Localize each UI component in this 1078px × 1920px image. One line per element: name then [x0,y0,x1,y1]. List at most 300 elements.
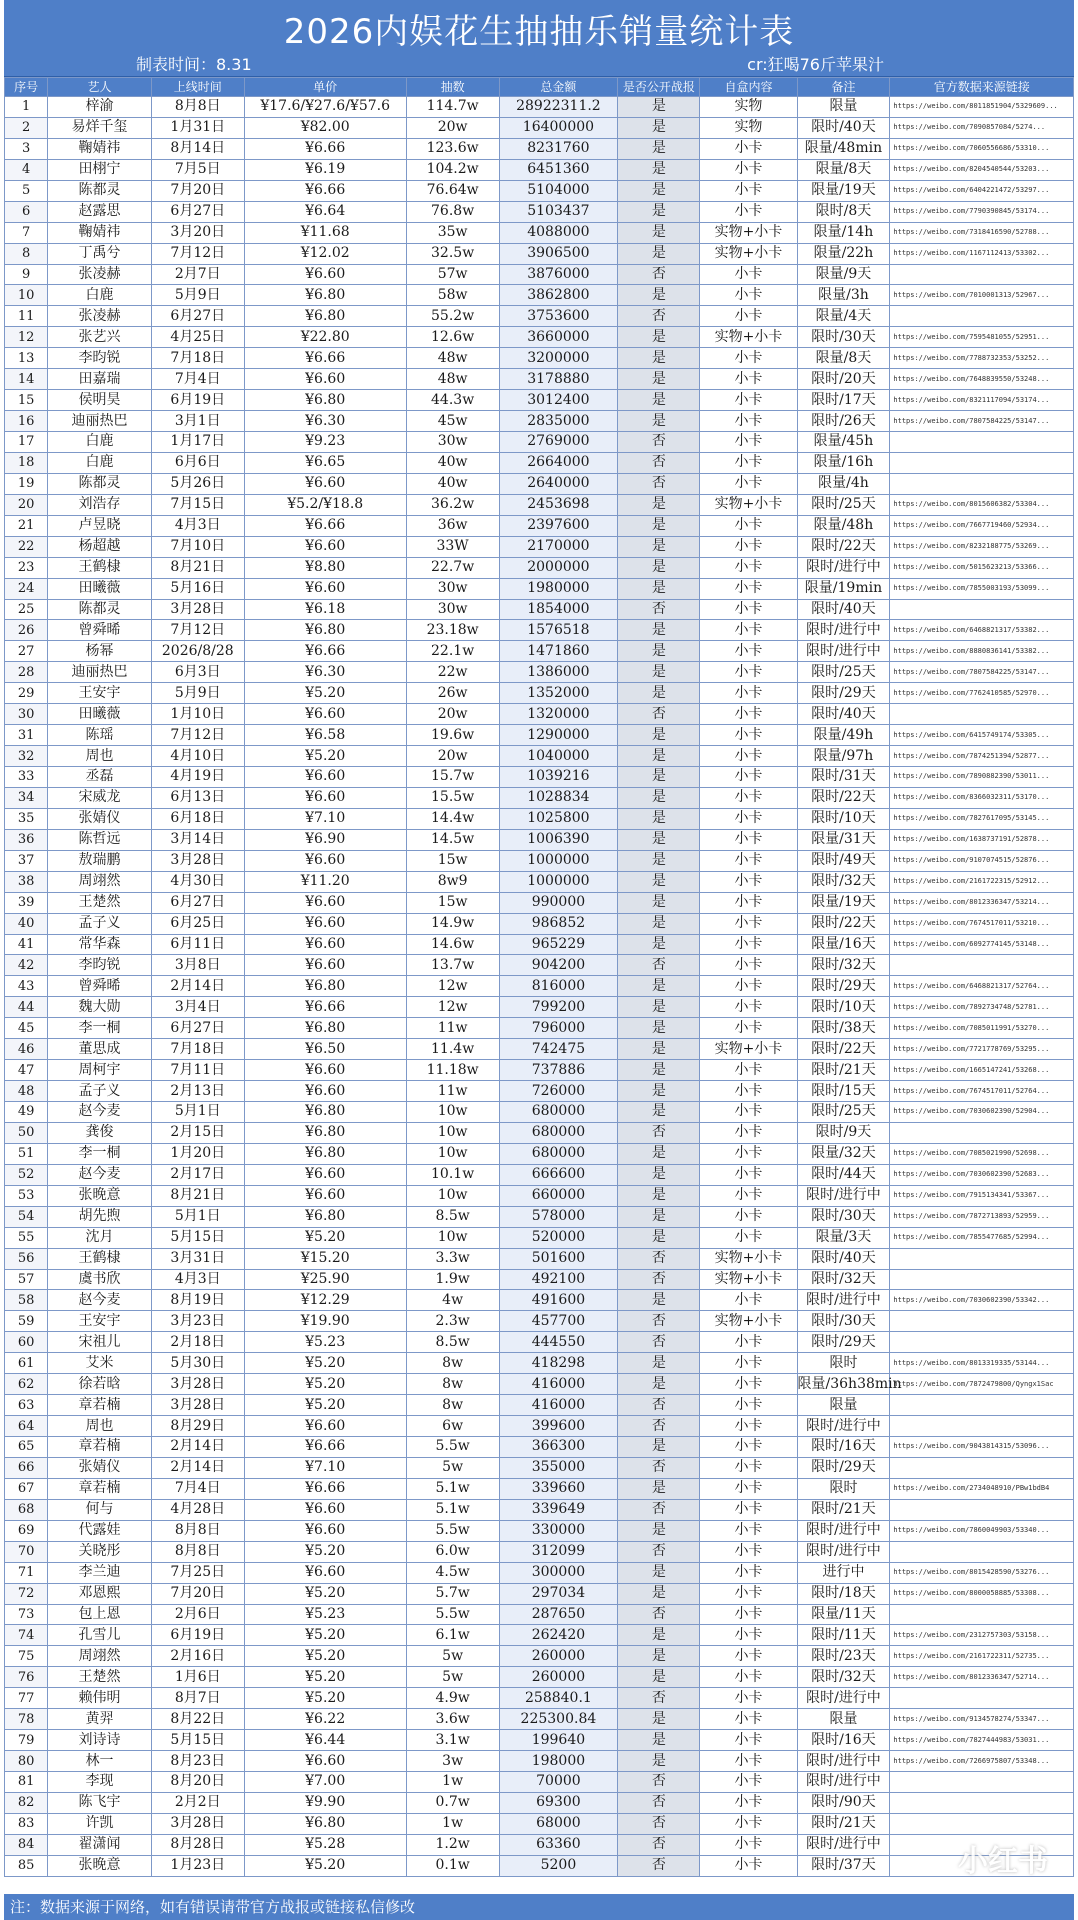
draw-count: 6w [406,1416,499,1437]
remarks: 限时/40天 [797,599,890,620]
source-link[interactable]: https://weibo.com/8013319335/53144... [890,1353,1074,1374]
source-link[interactable] [890,473,1074,494]
total-amount: 726000 [499,1081,618,1102]
source-link[interactable]: https://weibo.com/8204540544/53203... [890,159,1074,180]
source-link[interactable]: https://weibo.com/7090857084/5274... [890,117,1074,138]
source-link[interactable]: https://weibo.com/9107074515/52876... [890,850,1074,871]
table-row [5,913,1074,934]
table-row [5,1102,1074,1123]
table-row [5,1730,1074,1751]
public-report: 是 [618,243,700,264]
source-link[interactable]: https://weibo.com/8012336347/52714... [890,1667,1074,1688]
unit-price: ¥6.60 [244,1520,406,1541]
launch-date: 6月25日 [151,913,244,934]
box-content: 实物+小卡 [700,327,797,348]
source-link[interactable]: https://weibo.com/6468821317/53382... [890,620,1074,641]
row-number: 21 [5,515,48,536]
public-report: 是 [618,1102,700,1123]
unit-price: ¥6.60 [244,1499,406,1520]
source-link[interactable]: https://weibo.com/2312757303/53158... [890,1625,1074,1646]
launch-date: 8月14日 [151,138,244,159]
artist-name: 王楚然 [48,1667,152,1688]
remarks: 限时/进行中 [797,641,890,662]
artist-name: 赵露思 [48,201,152,222]
artist-name: 陈都灵 [48,473,152,494]
unit-price: ¥5.20 [244,746,406,767]
source-link[interactable]: https://weibo.com/8366032311/53170... [890,787,1074,808]
source-link[interactable]: https://weibo.com/8012336347/53214... [890,892,1074,913]
remarks: 限时/进行中 [797,1751,890,1772]
unit-price: ¥6.66 [244,997,406,1018]
table-row [5,1751,1074,1772]
total-amount: 297034 [499,1583,618,1604]
source-link[interactable]: https://weibo.com/1665147241/53268... [890,1060,1074,1081]
artist-name: 邓恩熙 [48,1583,152,1604]
artist-name: 梓渝 [48,97,152,118]
unit-price: ¥6.60 [244,536,406,557]
table-row [5,808,1074,829]
source-link[interactable]: https://weibo.com/6092774145/53148... [890,934,1074,955]
box-content: 小卡 [700,808,797,829]
public-report: 否 [618,473,700,494]
source-link[interactable] [890,1772,1074,1793]
box-content: 小卡 [700,1604,797,1625]
draw-count: 3.1w [406,1730,499,1751]
source-link[interactable]: https://weibo.com/7788732353/53252... [890,348,1074,369]
launch-date: 8月22日 [151,1709,244,1730]
public-report: 否 [618,452,700,473]
unit-price: ¥6.60 [244,1185,406,1206]
source-link[interactable] [890,1688,1074,1709]
unit-price: ¥6.60 [244,850,406,871]
source-link[interactable]: https://weibo.com/7266975807/53348... [890,1751,1074,1772]
artist-name: 李现 [48,1772,152,1793]
row-number: 49 [5,1102,48,1123]
remarks: 限时/90天 [797,1792,890,1813]
unit-price: ¥12.29 [244,1290,406,1311]
table-row [5,1437,1074,1458]
source-link[interactable]: https://weibo.com/7807584225/53147... [890,411,1074,432]
source-link[interactable]: https://weibo.com/7915134341/53367... [890,1185,1074,1206]
total-amount: 660000 [499,1185,618,1206]
artist-name: 张婧仪 [48,1457,152,1478]
table-row [5,1122,1074,1143]
source-link[interactable]: https://weibo.com/7030602390/52683... [890,1164,1074,1185]
source-link[interactable]: https://weibo.com/9043814315/53096... [890,1437,1074,1458]
table-row [5,138,1074,159]
remarks: 限时/23天 [797,1646,890,1667]
launch-date: 6月11日 [151,934,244,955]
source-link[interactable]: https://weibo.com/7872713893/52959... [890,1206,1074,1227]
source-link[interactable]: https://weibo.com/7827617095/53145... [890,808,1074,829]
draw-count: 36.2w [406,494,499,515]
page-title: 2026内娱花生抽抽乐销量统计表 [283,12,795,52]
source-link[interactable]: https://weibo.com/7595481055/52951... [890,327,1074,348]
source-link[interactable]: https://weibo.com/7030602390/53342... [890,1290,1074,1311]
source-link[interactable]: https://weibo.com/1638737191/52878... [890,829,1074,850]
draw-count: 20w [406,704,499,725]
box-content: 小卡 [700,1164,797,1185]
source-link[interactable]: https://weibo.com/7860049903/53340... [890,1520,1074,1541]
source-link[interactable]: https://weibo.com/7874251394/52877... [890,746,1074,767]
public-report: 是 [618,97,700,118]
artist-name: 王鹤棣 [48,557,152,578]
artist-name: 关晓彤 [48,1541,152,1562]
box-content: 小卡 [700,1541,797,1562]
table-row [5,1541,1074,1562]
launch-date: 6月27日 [151,306,244,327]
source-link[interactable]: https://weibo.com/8000058885/53308... [890,1583,1074,1604]
box-content: 小卡 [700,432,797,453]
source-link[interactable]: https://weibo.com/7674517011/53210... [890,913,1074,934]
source-link[interactable]: https://weibo.com/2161722311/52735... [890,1646,1074,1667]
remarks: 限量/8天 [797,159,890,180]
source-link[interactable]: https://weibo.com/5015623213/53366... [890,557,1074,578]
public-report: 否 [618,1813,700,1834]
source-link[interactable]: https://weibo.com/7674517011/52764... [890,1081,1074,1102]
artist-name: 王鹤棣 [48,1248,152,1269]
row-number: 27 [5,641,48,662]
table-row [5,1478,1074,1499]
artist-name: 虞书欣 [48,1269,152,1290]
box-content: 小卡 [700,1688,797,1709]
source-link[interactable] [890,264,1074,285]
total-amount: 3200000 [499,348,618,369]
launch-date: 3月8日 [151,955,244,976]
remarks: 限时/25天 [797,494,890,515]
total-amount: 366300 [499,1437,618,1458]
artist-name: 李兰迪 [48,1562,152,1583]
launch-date: 8月23日 [151,1751,244,1772]
total-amount: 28922311.2 [499,97,618,118]
total-amount: 1352000 [499,683,618,704]
remarks: 限时/进行中 [797,1185,890,1206]
public-report: 是 [618,808,700,829]
remarks: 限量/45h [797,432,890,453]
source-link[interactable]: https://weibo.com/9134578274/53347... [890,1709,1074,1730]
draw-count: 76.8w [406,201,499,222]
unit-price: ¥6.66 [244,138,406,159]
table-row [5,641,1074,662]
source-link[interactable] [890,1499,1074,1520]
public-report: 否 [618,1122,700,1143]
draw-count: 48w [406,348,499,369]
remarks: 限时/30天 [797,1311,890,1332]
total-amount: 796000 [499,1018,618,1039]
unit-price: ¥6.80 [244,1813,406,1834]
box-content: 小卡 [700,1206,797,1227]
launch-date: 4月19日 [151,767,244,788]
public-report: 否 [618,264,700,285]
col-header-public-report: 是否公开战报 [618,78,700,97]
launch-date: 8月8日 [151,1520,244,1541]
public-report: 是 [618,557,700,578]
public-report: 否 [618,1457,700,1478]
artist-name: 陈瑶 [48,725,152,746]
launch-date: 5月15日 [151,1730,244,1751]
total-amount: 5103437 [499,201,618,222]
source-link[interactable]: https://weibo.com/6404221472/53297... [890,180,1074,201]
public-report: 否 [618,1855,700,1876]
total-amount: 3876000 [499,264,618,285]
source-link[interactable] [890,1813,1074,1834]
total-amount: 2453698 [499,494,618,515]
draw-count: 10w [406,1122,499,1143]
unit-price: ¥6.60 [244,1751,406,1772]
unit-price: ¥19.90 [244,1311,406,1332]
unit-price: ¥11.68 [244,222,406,243]
artist-name: 敖瑞鹏 [48,850,152,871]
col-header-source-link: 官方数据来源链接 [890,78,1074,97]
launch-date: 3月31日 [151,1248,244,1269]
public-report: 否 [618,1395,700,1416]
artist-name: 田曦薇 [48,704,152,725]
table-row [5,222,1074,243]
source-link[interactable] [890,955,1074,976]
table-row [5,411,1074,432]
remarks: 限时/31天 [797,767,890,788]
table-row [5,767,1074,788]
draw-count: 11.4w [406,1039,499,1060]
source-link[interactable] [890,1269,1074,1290]
source-link[interactable]: https://weibo.com/7060556686/53310... [890,138,1074,159]
artist-name: 赵今麦 [48,1290,152,1311]
box-content: 小卡 [700,1562,797,1583]
row-number: 39 [5,892,48,913]
total-amount: 520000 [499,1227,618,1248]
draw-count: 48w [406,369,499,390]
unit-price: ¥6.80 [244,620,406,641]
artist-name: 李昀锐 [48,955,152,976]
draw-count: 4w [406,1290,499,1311]
public-report: 是 [618,1060,700,1081]
launch-date: 7月18日 [151,348,244,369]
source-link[interactable]: https://weibo.com/8015606382/53304... [890,494,1074,515]
artist-name: 黄羿 [48,1709,152,1730]
source-link[interactable]: https://weibo.com/8015428590/53276... [890,1562,1074,1583]
unit-price: ¥6.30 [244,411,406,432]
row-number: 31 [5,725,48,746]
public-report: 否 [618,1311,700,1332]
unit-price: ¥6.50 [244,1039,406,1060]
draw-count: 20w [406,746,499,767]
source-link[interactable]: https://weibo.com/7010001313/52967... [890,285,1074,306]
launch-date: 4月10日 [151,746,244,767]
source-link[interactable]: https://weibo.com/7085021990/52698... [890,1143,1074,1164]
source-link[interactable] [890,452,1074,473]
box-content: 小卡 [700,1751,797,1772]
remarks: 限量/16h [797,452,890,473]
source-link[interactable]: https://weibo.com/6468821317/52764... [890,976,1074,997]
launch-date: 8月21日 [151,557,244,578]
public-report: 是 [618,871,700,892]
source-link[interactable] [890,1122,1074,1143]
total-amount: 330000 [499,1520,618,1541]
draw-count: 0.1w [406,1855,499,1876]
table-row [5,599,1074,620]
source-link[interactable]: https://weibo.com/2734048910/PBw1bdB4 [890,1478,1074,1499]
public-report: 是 [618,683,700,704]
remarks: 限量 [797,1395,890,1416]
source-link[interactable]: https://weibo.com/7667719460/52934... [890,515,1074,536]
unit-price: ¥5.20 [244,1667,406,1688]
source-link[interactable] [890,432,1074,453]
table-row [5,662,1074,683]
remarks: 限时/49天 [797,850,890,871]
source-link[interactable]: https://weibo.com/8232188775/53269... [890,536,1074,557]
draw-count: 4.9w [406,1688,499,1709]
public-report: 是 [618,1520,700,1541]
draw-count: 32.5w [406,243,499,264]
launch-date: 4月30日 [151,871,244,892]
source-link[interactable] [890,1332,1074,1353]
source-link[interactable] [890,1604,1074,1625]
box-content: 实物 [700,117,797,138]
box-content: 小卡 [700,557,797,578]
unit-price: ¥6.60 [244,1562,406,1583]
table-row [5,1269,1074,1290]
artist-name: 田栩宁 [48,159,152,180]
row-number: 66 [5,1457,48,1478]
table-row [5,1248,1074,1269]
source-link[interactable]: https://weibo.com/7872479800/Qyngx1Sac [890,1374,1074,1395]
source-link[interactable] [890,599,1074,620]
source-link[interactable]: https://weibo.com/7762410585/52970... [890,683,1074,704]
launch-date: 3月28日 [151,1395,244,1416]
launch-date: 8月29日 [151,1416,244,1437]
row-number: 42 [5,955,48,976]
public-report: 是 [618,285,700,306]
launch-date: 8月28日 [151,1834,244,1855]
total-amount: 457700 [499,1311,618,1332]
table-row [5,683,1074,704]
draw-count: 5.5w [406,1437,499,1458]
draw-count: 22.1w [406,641,499,662]
remarks: 限时/37天 [797,1855,890,1876]
unit-price: ¥5.20 [244,1646,406,1667]
source-link[interactable]: https://weibo.com/7721778769/53295... [890,1039,1074,1060]
source-link[interactable] [890,1457,1074,1478]
box-content: 小卡 [700,1018,797,1039]
box-content: 实物+小卡 [700,1248,797,1269]
table-row [5,997,1074,1018]
box-content: 小卡 [700,1332,797,1353]
public-report: 是 [618,1353,700,1374]
source-link[interactable]: https://weibo.com/7807584225/53147... [890,662,1074,683]
draw-count: 10w [406,1227,499,1248]
table-row [5,1457,1074,1478]
source-link[interactable]: https://weibo.com/8011851904/5329609... [890,97,1074,118]
source-link[interactable]: https://weibo.com/8880836141/53382... [890,641,1074,662]
source-link[interactable]: https://weibo.com/7892734748/52781... [890,997,1074,1018]
remarks: 限时/进行中 [797,620,890,641]
source-link[interactable]: https://weibo.com/6415749174/53305... [890,725,1074,746]
public-report: 是 [618,1185,700,1206]
artist-name: 孔雪儿 [48,1625,152,1646]
row-number: 71 [5,1562,48,1583]
source-link[interactable] [890,1541,1074,1562]
launch-date: 6月19日 [151,390,244,411]
total-amount: 1576518 [499,620,618,641]
draw-count: 10.1w [406,1164,499,1185]
launch-date: 3月28日 [151,850,244,871]
draw-count: 44.3w [406,390,499,411]
box-content: 小卡 [700,1834,797,1855]
box-content: 小卡 [700,1646,797,1667]
table-row [5,578,1074,599]
unit-price: ¥6.66 [244,348,406,369]
source-link[interactable] [890,1792,1074,1813]
source-link[interactable]: https://weibo.com/2161722315/52912... [890,871,1074,892]
launch-date: 8月8日 [151,1541,244,1562]
remarks: 限时/进行中 [797,1290,890,1311]
table-row [5,1018,1074,1039]
row-number: 84 [5,1834,48,1855]
source-link[interactable]: https://weibo.com/7827444983/53031... [890,1730,1074,1751]
row-number: 85 [5,1855,48,1876]
source-link[interactable]: https://weibo.com/7855003193/53099... [890,578,1074,599]
source-link[interactable] [890,704,1074,725]
source-link[interactable]: https://weibo.com/7030602390/52904... [890,1102,1074,1123]
source-link[interactable]: https://weibo.com/7318416590/52788... [890,222,1074,243]
artist-name: 许凯 [48,1813,152,1834]
source-link[interactable]: https://weibo.com/7085011991/53270... [890,1018,1074,1039]
unit-price: ¥6.66 [244,515,406,536]
remarks: 限时/进行中 [797,1520,890,1541]
source-link[interactable]: https://weibo.com/7790390845/53174... [890,201,1074,222]
public-report: 是 [618,1478,700,1499]
source-link[interactable]: https://weibo.com/8321117094/53174... [890,390,1074,411]
source-link[interactable] [890,1416,1074,1437]
unit-price: ¥5.20 [244,1855,406,1876]
table-row [5,1395,1074,1416]
row-number: 41 [5,934,48,955]
launch-date: 1月6日 [151,1667,244,1688]
source-link[interactable] [890,1395,1074,1416]
source-link[interactable]: https://weibo.com/7855477685/52994... [890,1227,1074,1248]
row-number: 35 [5,808,48,829]
remarks: 限时/25天 [797,1102,890,1123]
unit-price: ¥6.66 [244,641,406,662]
unit-price: ¥6.19 [244,159,406,180]
source-link[interactable] [890,1311,1074,1332]
remarks: 限量/22h [797,243,890,264]
remarks: 限时 [797,1478,890,1499]
public-report: 否 [618,1248,700,1269]
artist-name: 张艺兴 [48,327,152,348]
box-content: 小卡 [700,536,797,557]
total-amount: 68000 [499,1813,618,1834]
box-content: 小卡 [700,1772,797,1793]
source-link[interactable]: https://weibo.com/7890882390/53011... [890,767,1074,788]
source-link[interactable]: https://weibo.com/7648839550/53248... [890,369,1074,390]
remarks: 限时/10天 [797,997,890,1018]
box-content: 小卡 [700,201,797,222]
source-link[interactable]: https://weibo.com/1167112413/53302... [890,243,1074,264]
remarks: 限量/49h [797,725,890,746]
public-report: 是 [618,222,700,243]
artist-name: 宋祖儿 [48,1332,152,1353]
box-content: 小卡 [700,306,797,327]
row-number: 29 [5,683,48,704]
source-link[interactable] [890,1248,1074,1269]
draw-count: 11w [406,1018,499,1039]
source-link[interactable] [890,306,1074,327]
public-report: 是 [618,1646,700,1667]
public-report: 否 [618,1416,700,1437]
row-number: 22 [5,536,48,557]
box-content: 小卡 [700,1102,797,1123]
